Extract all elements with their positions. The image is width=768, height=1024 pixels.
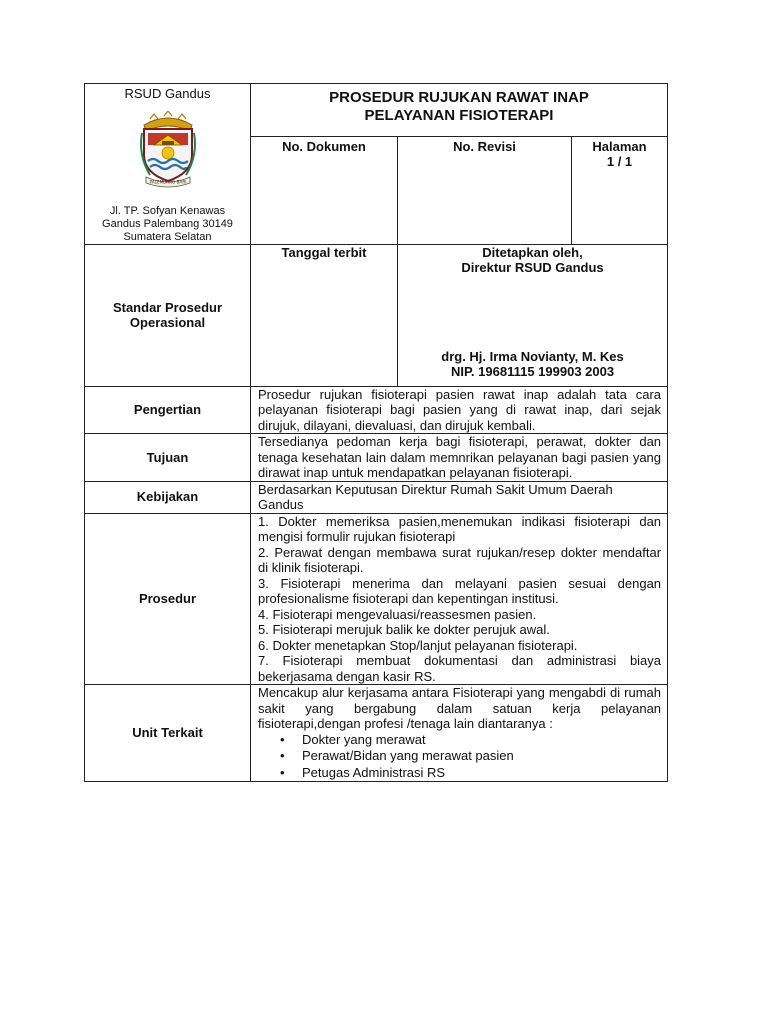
pengertian-label: Pengertian	[133, 402, 202, 417]
prosedur-step: 6. Dokter menetapkan Stop/lanjut pelayanan fisioterapi.	[258, 637, 578, 653]
unit-terkait-content	[251, 685, 668, 782]
unit-terkait-label: Unit Terkait	[132, 725, 203, 741]
prosedur-step: 5. Fisioterapi merujuk balik ke dokter perujuk awal.	[258, 622, 550, 637]
tujuan-label: Tujuan	[146, 449, 189, 465]
prosedur-label-cell	[85, 513, 251, 685]
hospital-address	[85, 205, 250, 244]
director-name: drg. Hj. Irma Novianty, M. Kes	[441, 348, 624, 364]
hospital-logo-icon	[136, 111, 200, 189]
logo-motto: PALEMBANG BARI	[148, 179, 187, 184]
prosedur-step: 4. Fisioterapi mengevaluasi/reassesmen pasien.	[258, 606, 537, 622]
prosedur-label: Prosedur	[138, 591, 197, 606]
page-label: Halaman	[592, 138, 647, 154]
revision-cell	[398, 136, 572, 244]
revision-label: No. Revisi	[453, 138, 516, 154]
hospital-identity-cell	[85, 84, 251, 245]
list-item: • Dokter yang merawat	[302, 732, 661, 749]
issue-date-cell	[251, 244, 398, 386]
pengertian-label-cell	[85, 386, 251, 434]
title-line-2: PELAYANAN FISIOTERAPI	[364, 107, 554, 124]
director-nip: NIP. 19681115 199903 2003	[450, 364, 615, 379]
page-cell	[572, 136, 668, 244]
tujuan-text: Tersedianya pedoman kerja bagi fisioterapi, perawat, dokter dan tenaga kesehatan lain dalam memnrikan pelayanan bagi pasien yang dirawat inap untuk mendapatkan pelayanan fisioterapi.	[258, 434, 662, 480]
director-signature	[398, 349, 667, 380]
doc-number-cell	[251, 136, 398, 244]
prosedur-step: 1. Dokter memeriksa pasien,menemukan indikasi fisioterapi dan mengisi formulir rujukan fisioterapi	[258, 513, 662, 544]
kebijakan-label-cell	[85, 481, 251, 513]
pengertian-text: Prosedur rujukan fisioterapi pasien rawat inap adalah tata cara pelayanan fisioterapi bagi pasien yang di rawat inap, dari sejak dirujuk, dilayani, dievaluasi, dan dirujuk kembali.	[258, 386, 662, 433]
prosedur-step: 3. Fisioterapi menerima dan melayani pasien sesuai dengan profesionalisme fisioterapi dan kepentingan institusi.	[258, 575, 662, 606]
approved-by-line-1: Ditetapkan oleh,	[482, 244, 583, 260]
doc-number-label: No. Dokumen	[282, 138, 366, 154]
issue-date-label: Tanggal terbit	[281, 244, 367, 260]
sop-label-cell	[85, 244, 251, 386]
approval-heading	[398, 245, 667, 276]
sop-label-line-2: Operasional	[129, 315, 206, 330]
tujuan-content	[251, 434, 668, 482]
approval-cell	[398, 244, 668, 386]
prosedur-step: 7. Fisioterapi membuat dokumentasi dan administrasi biaya bekerjasama dengan kasir RS.	[258, 653, 662, 684]
prosedur-content	[251, 513, 668, 685]
prosedur-step: 2. Perawat dengan membawa surat rujukan/resep dokter mendaftar di klinik fisioterapi.	[258, 544, 662, 575]
approved-by-line-2: Direktur RSUD Gandus	[461, 260, 604, 275]
kebijakan-content	[251, 481, 668, 513]
address-line-2: Gandus Palembang 30149	[102, 217, 233, 230]
pengertian-content	[251, 386, 668, 434]
unit-terkait-list	[258, 732, 661, 782]
title-line-1: PROSEDUR RUJUKAN RAWAT INAP	[329, 89, 589, 106]
sop-document	[84, 83, 667, 782]
sop-label-line-1: Standar Prosedur	[112, 299, 223, 315]
document-title	[251, 84, 668, 137]
kebijakan-text: Berdasarkan Keputusan Direktur Rumah Sakit Umum Daerah Gandus	[258, 481, 613, 512]
hospital-name: RSUD Gandus	[124, 86, 211, 101]
kebijakan-label: Kebijakan	[136, 489, 199, 505]
address-line-1: Jl. TP. Sofyan Kenawas	[109, 204, 226, 217]
tujuan-label-cell	[85, 434, 251, 482]
list-item: • Perawat/Bidan yang merawat pasien	[302, 748, 661, 765]
unit-terkait-intro: Mencakup alur kerjasama antara Fisioterapi yang mengabdi di rumah sakit yang bergabung dalam satuan kerja pelayanan fisioterapi,dengan profesi /tenaga lain diantaranya :	[258, 685, 662, 731]
unit-terkait-label-cell	[85, 685, 251, 782]
list-item: • Petugas Administrasi RS	[302, 765, 661, 782]
page-value: 1 / 1	[606, 154, 633, 170]
sop-table	[84, 83, 668, 782]
address-line-3: Sumatera Selatan	[123, 230, 212, 243]
